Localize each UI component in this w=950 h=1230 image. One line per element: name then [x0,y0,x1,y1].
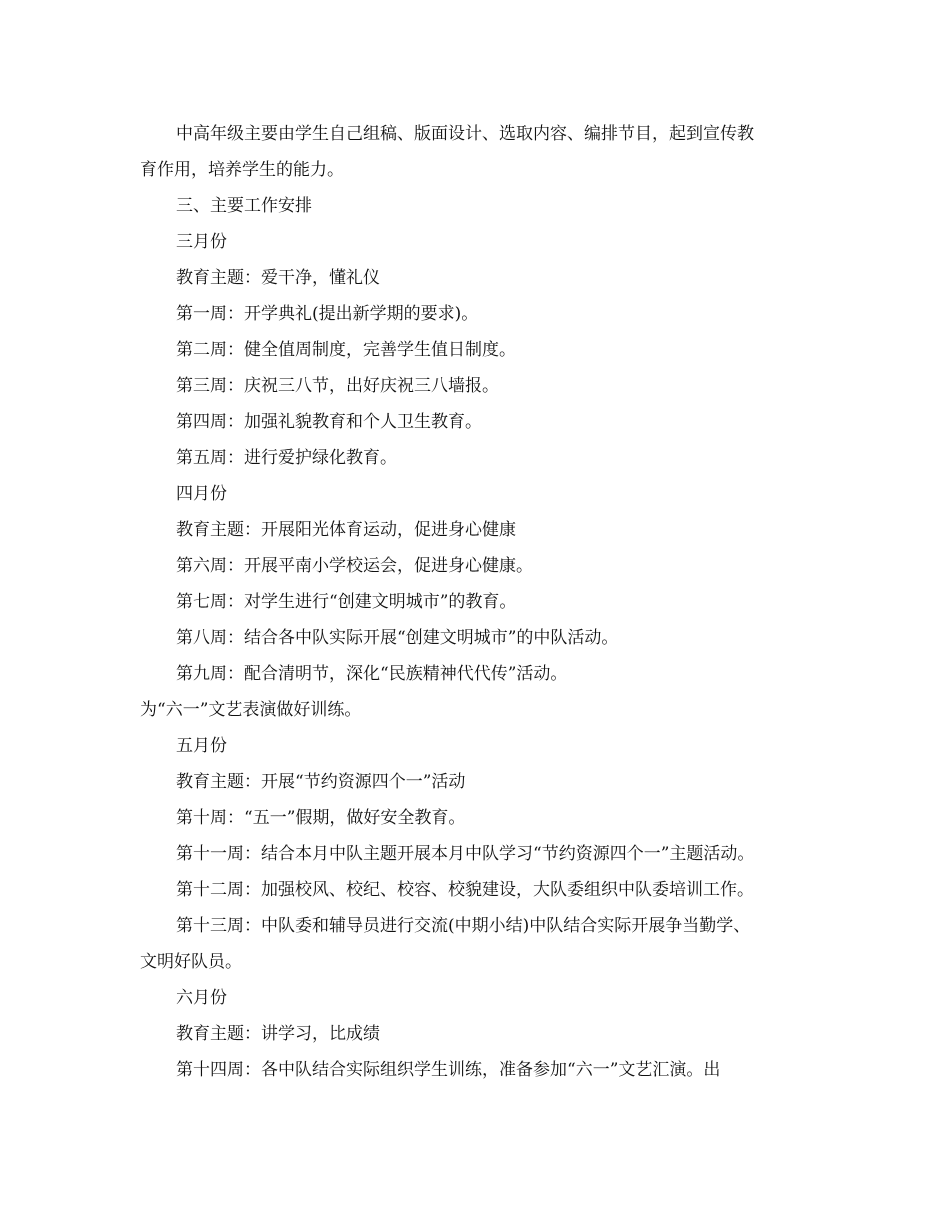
paragraph-line: 中高年级主要由学生自己组稿、版面设计、选取内容、编排节目，起到宣传教 [176,124,754,144]
paragraph-line: 育作用，培养学生的能力。 [140,160,344,180]
month-heading: 五月份 [176,736,227,756]
month-heading: 四月份 [176,484,227,504]
week-item: 第九周：配合清明节，深化“民族精神代代传”活动。 [176,664,568,684]
month-heading: 六月份 [176,988,227,1008]
week-item: 第四周：加强礼貌教育和个人卫生教育。 [176,412,482,432]
paragraph-line: 文明好队员。 [140,952,242,972]
week-item: 第十四周：各中队结合实际组织学生训练，准备参加“六一”文艺汇演。出 [176,1060,721,1080]
week-item: 第六周：开展平南小学校运会，促进身心健康。 [176,556,533,576]
theme-line: 教育主题：讲学习，比成绩 [176,1024,380,1044]
week-item: 第十三周：中队委和辅导员进行交流(中期小结)中队结合实际开展争当勤学、 [176,916,751,936]
week-item: 第三周：庆祝三八节，出好庆祝三八墙报。 [176,376,499,396]
month-heading: 三月份 [176,232,227,252]
week-item: 第二周：健全值周制度，完善学生值日制度。 [176,340,516,360]
document-body [140,116,812,1088]
week-item: 第八周：结合各中队实际开展“创建文明城市”的中队活动。 [176,628,619,648]
week-item: 第一周：开学典礼(提出新学期的要求)。 [176,304,479,324]
week-item: 第十二周：加强校风、校纪、校容、校貌建设，大队委组织中队委培训工作。 [176,880,754,900]
theme-line: 教育主题：开展“节约资源四个一”活动 [176,772,466,792]
paragraph-line: 为“六一”文艺表演做好训练。 [140,700,362,720]
week-item: 第五周：进行爱护绿化教育。 [176,448,397,468]
theme-line: 教育主题：开展阳光体育运动，促进身心健康 [176,520,516,540]
theme-line: 教育主题：爱干净，懂礼仪 [176,268,380,288]
week-item: 第十一周：结合本月中队主题开展本月中队学习“节约资源四个一”主题活动。 [176,844,755,864]
section-heading: 三、主要工作安排 [176,196,312,216]
week-item: 第十周：“五一”假期，做好安全教育。 [176,808,466,828]
week-item: 第七周：对学生进行“创建文明城市”的教育。 [176,592,517,612]
